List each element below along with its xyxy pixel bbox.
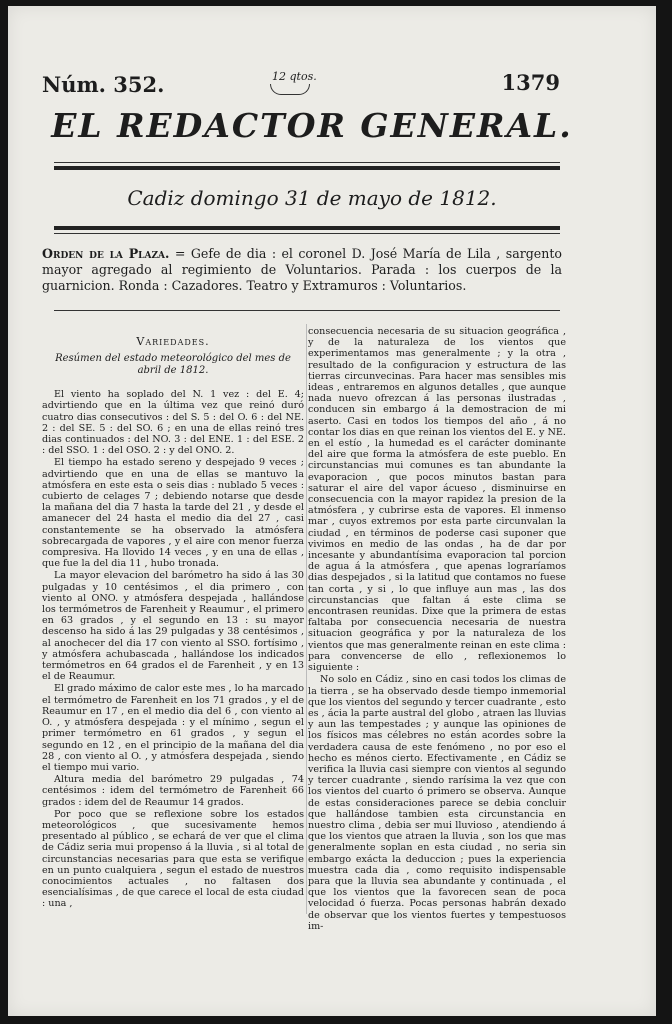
rule-above-columns [54,310,560,311]
section-heading: Variedades. [136,335,210,348]
paragraph: El viento ha soplado del N. 1 vez : del E. 4; advirtiendo que en la última vez que reinó duró cuatro dias consecutivos : del S. 5 : del O. 6 : del NE. 2 : del SE. 5 : del SO. 6 ; en una de ellas reinó tres dias continuados : del NO. 3 : del ENE. 1 : del ESE. 2 : del SSO. 1 : del OSO. 2 : y del ONO. 2. [42,389,304,457]
paragraph: El tiempo ha estado sereno y despejado 9 veces ; advirtiendo que en una de ellas se mantuvo la atmósfera en este esta o seis dias : nublado 5 veces : cubierto de celages 7 ; debiendo notarse que desde la mañana del dia 7 hasta la tarde del 21 , y desde el amanecer del 24 hasta el medio dia del 27 , casi constantemente se ha observado la atmósfera sobrecargada de vapores , y el aire con menor fuerza compresiva. Ha llovido 14 veces , y en una de ellas , que fue la del dia 11 , hubo tronada. [42,457,304,570]
order-lead: Orden de la Plaza. [42,246,170,261]
column-divider [306,324,307,914]
newspaper-page [8,6,656,1016]
paragraph: El grado máximo de calor este mes , lo ha marcado el termómetro de Farenheit en los 71 grados , y el de Reaumur en 17 , en el medio dia del 6 , con viento al O. , y atmósfera despejada : y el mínimo , segun el primer termómetro en 61 grados , y segun el segundo en 12 , en el principio de la mañana del dia 28 , con viento al O. , y atmósfera despejada , siendo el tiempo mui vario. [42,683,304,773]
price-brace [270,84,310,95]
order-of-the-day [42,246,562,294]
dateline: Cadiz domingo 31 de mayo de 1812. [127,186,497,210]
rule-under-title-thin [54,162,560,163]
left-column [42,328,304,918]
paragraph: No solo en Cádiz , sino en casi todos los climas de la tierra , se ha observado desde tiempo inmemorial que los vientos del segundo y tercer cuadrante , esto es , ácia la parte austral del globo , atraen las lluvias y aun las tempestades ; y aunque las opiniones de los físicos mas célebres no están acordes sobre la verdadera causa de este fenómeno , no por eso el hecho es ménos cierto. Efectivamente , en Cádiz se verifica la lluvia casi siempre con vientos al segundo y tercer cuadrante , siendo rarísima la vez que con los vientos del cuarto ó primero se observa. Aunque de estas consideraciones parece se debia concluir que hallándose tambien esta circunstancia en nuestro clima , debia ser mui lluvioso , atendiendo á que los vientos que atraen la lluvia , son los que mas generalmente soplan en esta ciudad , no seria sin embargo exácta la deduccion ; pues la experiencia muestra cada dia , como requisito indispensable para que la lluvia sea abundante y continuada , el que los vientos que la favorecen sean de poca velocidad ó fuerza. Pocas personas habrán dexado de observar que los vientos fuertes y tempestuosos im- [308,674,566,932]
price-note: 12 qtos. [272,70,317,83]
page-number: 1379 [501,70,560,95]
masthead-top-row [42,68,560,102]
issue-number: Núm. 352. [42,72,165,97]
rule-under-title-thick [54,166,560,170]
paragraph: Por poco que se reflexione sobre los estados meteorológicos , que sucesivamente hemos presentado al público , se echará de ver que el clima de Cádiz seria mui propenso á la lluvia , si al total de circunstancias necesarias para que esta se verifique en un punto cualquiera , segun el estado de nuestros conocimientos actuales , no faltasen dos esencialísimas , de que carece el local de esta ciudad : una , [42,808,304,910]
rule-under-dateline-thin [54,233,560,234]
newspaper-title: EL REDACTOR GENERAL. [51,106,573,145]
right-column [308,326,566,932]
rule-under-dateline-thick [54,226,560,230]
paragraph: Altura media del barómetro 29 pulgadas , 74 centésimos : idem del termómetro de Farenheit 66 grados : idem del de Reaumur 14 grados. [42,774,304,808]
paragraph: La mayor elevacion del barómetro ha sido á las 30 pulgadas y 10 centésimos , el dia primero , con viento al ONO. y atmósfera despejada , hallándose los termómetros de Farenheit y Reaumur , el primero en 63 grados , y el segundo en 13 : su mayor descenso ha sido á las 29 pulgadas y 38 centésimos , al anochecer del dia 17 con viento al SSO. fortísimo , y atmósfera achubascada , hallándose los indicados termómetros en 64 grados el de Farenheit , y en 13 el de Reaumur. [42,570,304,683]
order-text: = Gefe de dia : el coronel D. José María de Lila , sargento mayor agregado al regimiento de Voluntarios. Parada : los cuerpos de la guarnicion. Ronda : Cazadores. Teatro y Extramuros : Voluntarios. [42,246,562,293]
article-subheading: Resúmen del estado meteorológico del mes de abril de 1812. [55,353,291,377]
paragraph: consecuencia necesaria de su situacion geográfica , y de la naturaleza de los vientos que experimentamos mas generalmente ; y la otra , resultado de la configuracion y estructura de las tierras circunvecinas. Para hacer mas sensibles mis ideas , entraremos en algunos detalles , que aunque nada nuevo ofrezcan á las personas ilustradas , conducen sin embargo á la demostracion de mi aserto. Casi en todos los tiempos del año , á no contar los dias en que reinan los vientos del E. y NE. en el estío , la humedad es el carácter dominante del aire que forma la atmósfera de este pueblo. En circunstancias mui comunes es tan abundante la evaporacion , que pocos minutos bastan para saturar el aire del vapor ácueso , disminuirse en consecuencia con la mayor rapidez la presion de la atmósfera , y cubrirse esta de vapores. El inmenso mar , cuyos extremos por esta parte circunvalan la ciudad , en términos de poderse casi suponer que vivimos en medio de las ondas , ha de dar por incesante y abundantísima evaporacion tal porcion de agua á la atmósfera , que apenas lograríamos dias despejados , si la latitud que contamos no fuese tan corta , y si , lo que influye aun mas , las dos circunstancias que faltan á este clima se encontrasen reunidas. Dixe que la primera de estas faltaba por consecuencia necesaria de nuestra situacion geográfica y por la naturaleza de los vientos que mas generalmente reinan en este clima : para convencerse de ello , reflexionemos lo siguiente : [308,326,566,674]
